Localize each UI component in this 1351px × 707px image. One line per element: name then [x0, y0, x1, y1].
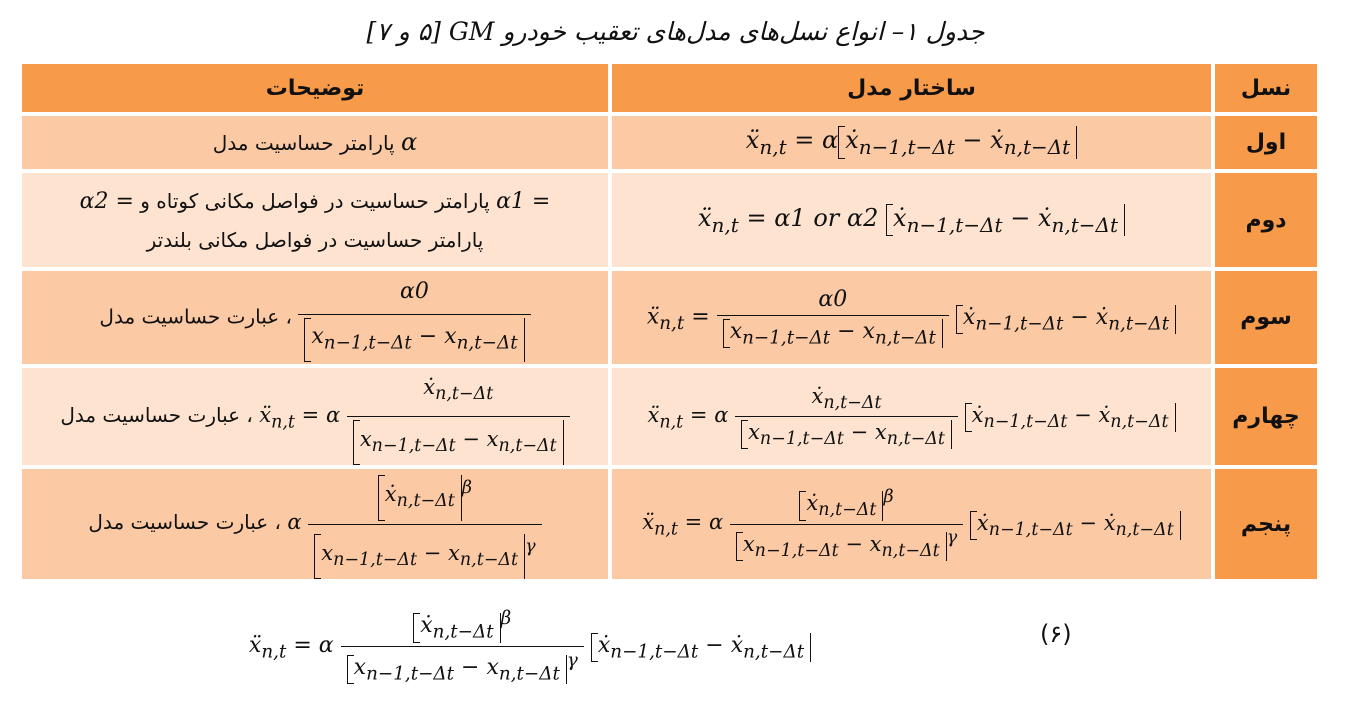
formula-third: ẍ$_{n,t}$ = $\frac{\alpha 0}{x_{n-1,t-\Delta t} - x_{n,t-\Delta t}}$ ẋ$_{n-1,t-\Delta t}$ − ẋ$_{n,t-\Delta t}$ — [647, 287, 1176, 348]
row-first-description: α پارامتر حساسیت مدل — [22, 116, 608, 169]
formula-second: ẍ$_{n,t}$ = α1 or α2 ẋ$_{n-1,t-\Delta t}$ − ẋ$_{n,t-\Delta t}$ — [698, 204, 1125, 237]
row-first-generation: اول — [1215, 116, 1317, 169]
row-third-generation: سوم — [1215, 271, 1317, 364]
equation-number: (۶) — [1040, 620, 1072, 648]
table-row — [22, 271, 1317, 364]
table-header-row — [22, 64, 1317, 112]
row-fourth-generation: چهارم — [1215, 368, 1317, 465]
table-row — [22, 173, 1317, 267]
formula-fifth: ẍ$_{n,t}$ = α $\frac{ẋ_{n,t-\Delta t}^\beta}{x_{n-1,t-\Delta t} - x_{n,t-\Delta t}^\gamma}$ ẋ$_{n-1,t-\Delta t}$ − ẋ$_{n,t-\Delta t}$ — [642, 487, 1180, 560]
row-second-structure — [612, 173, 1211, 267]
equation-6: ẍ$_{n,t}$ = α $\frac{ẋ_{n,t-\Delta t}^\beta}{x_{n-1,t-\Delta t} - x_{n,t-\Delta t}^\gamma}$ ẋ$_{n-1,t-\Delta t}$ − ẋ$_{n,t-\Delta t}$ — [250, 596, 810, 696]
table-row — [22, 368, 1317, 465]
row-fourth-description: ẍ$_{n,t}$ = α $\frac{ẋ_{n,t-\Delta t}}{x_{n-1,t-\Delta t} - x_{n,t-\Delta t}}$ ، عبارت حساسیت مدل — [22, 368, 608, 465]
row-third-description: $\frac{\alpha 0}{x_{n-1,t-\Delta t} - x_{n,t-\Delta t}}$ ، عبارت حساسیت مدل — [22, 271, 608, 364]
table-caption: جدول ۱– انواع نسل‌های مدل‌های تعقیب خودرو GM [۵ و ۷] — [366, 17, 985, 46]
formula-first: ẍ$_{n,t}$ = α ẋ$_{n-1,t-\Delta t}$ − ẋ$_{n,t-\Delta t}$ — [746, 126, 1077, 159]
header-generation: نسل — [1215, 64, 1317, 112]
alpha-symbol: α — [401, 128, 418, 156]
row-fourth-structure — [612, 368, 1211, 465]
row-second-description: α1 = پارامتر حساسیت در فواصل مکانی کوتاه و α2 = پارامتر حساسیت در فواصل مکانی بلندتر — [22, 173, 608, 267]
row-fifth-structure — [612, 469, 1211, 578]
row-first-structure — [612, 116, 1211, 169]
row-second-generation: دوم — [1215, 173, 1317, 267]
table-row — [22, 116, 1317, 169]
table-row — [22, 469, 1317, 578]
row-third-structure — [612, 271, 1211, 364]
gm-models-table — [22, 60, 1317, 583]
row-fifth-description: α $\frac{ẋ_{n,t-\Delta t}^\beta}{x_{n-1,t-\Delta t} - x_{n,t-\Delta t}^\gamma}$ ، عبارت حساسیت مدل — [22, 469, 608, 578]
formula-fourth: ẍ$_{n,t}$ = α $\frac{ẋ_{n,t-\Delta t}}{x_{n-1,t-\Delta t} - x_{n,t-\Delta t}}$ ẋ$_{n-1,t-\Delta t}$ − ẋ$_{n,t-\Delta t}$ — [647, 384, 1175, 449]
header-structure: ساختار مدل — [612, 64, 1211, 112]
row-fifth-generation: پنجم — [1215, 469, 1317, 578]
header-description: توضیحات — [22, 64, 608, 112]
